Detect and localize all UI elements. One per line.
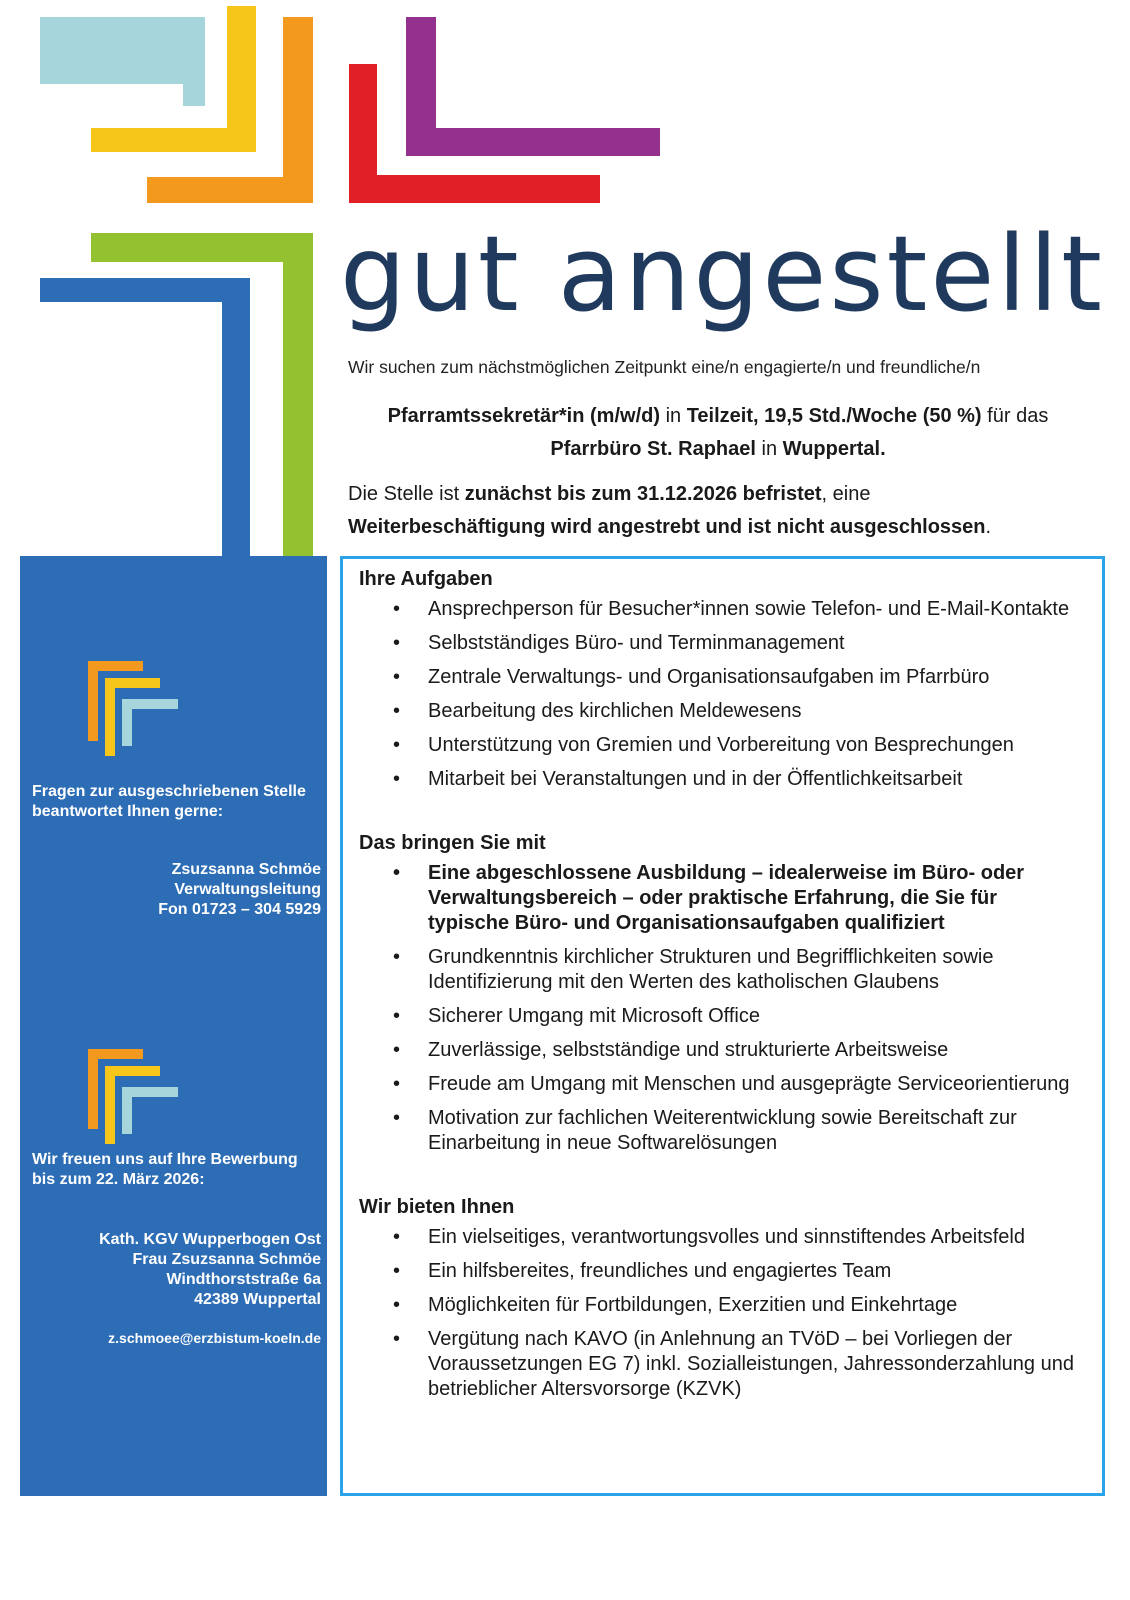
section-title-requirements: Das bringen Sie mit (359, 832, 546, 854)
term-pre: Die Stelle ist (348, 483, 460, 505)
small-logo-icon (88, 661, 178, 756)
connector-text: in (665, 405, 682, 427)
address-line-2: Frau Zsuzsanna Schmöe (132, 1251, 321, 1268)
tasks-list (359, 597, 1086, 792)
connector-text: in (761, 438, 778, 460)
list-item: • Ein vielseitiges, verantwortungsvolles und sinnstiftendes Arbeitsfeld (359, 1225, 1086, 1250)
role-title: Pfarramtssekretär*in (m/w/d) (387, 405, 660, 427)
employment-type: Teilzeit, 19,5 Std./Woche (50 %) (686, 405, 982, 427)
purple-l-shape (406, 17, 660, 156)
list-item: • Möglichkeiten für Fortbildungen, Exerzitien und Einkehrtage (359, 1293, 1086, 1318)
city-name: Wuppertal. (782, 438, 886, 460)
contact-name: Zsuzsanna Schmöe (171, 861, 321, 878)
office-name: Pfarrbüro St. Raphael (550, 438, 756, 460)
address-line-3: Windthorststraße 6a (166, 1271, 321, 1288)
small-logo-icon (88, 1049, 178, 1144)
connector-text: für das (987, 405, 1049, 427)
list-item: • Sicherer Umgang mit Microsoft Office (359, 1004, 1086, 1029)
list-item: • Grundkenntnis kirchlicher Strukturen und Begrifflichkeiten sowie Identifizierung mit den Werten des katholischen Glaubens (359, 945, 1086, 995)
list-item: • Vergütung nach KAVO (in Anlehnung an TVöD – bei Vorliegen der Voraussetzungen EG 7) inkl. Sozialleistungen, Jahressonderzahlung und betrieblicher Altersvorsorge (KZVK) (359, 1327, 1086, 1402)
list-item: • Selbstständiges Büro- und Terminmanagement (359, 631, 1086, 656)
intro-text: Wir suchen zum nächstmöglichen Zeitpunkt eine/n engagierte/n und freundliche/n (348, 357, 981, 377)
job-details-box (340, 556, 1105, 1496)
contact-role: Verwaltungsleitung (174, 881, 321, 898)
apply-text: Wir freuen uns auf Ihre Bewerbung bis zum 22. März 2026: (32, 1151, 298, 1188)
address-line-4: 42389 Wuppertal (194, 1291, 321, 1308)
list-item: • Eine abgeschlossene Ausbildung – idealerweise im Büro- oder Verwaltungsbereich – oder praktische Erfahrung, die Sie für typische Büro- und Organisationsaufgaben qualifiziert (359, 861, 1086, 936)
questions-text: Fragen zur ausgeschriebenen Stelle beantwortet Ihnen gerne: (32, 783, 306, 820)
term-description (348, 478, 1088, 544)
contact-phone: Fon 01723 – 304 5929 (158, 901, 321, 918)
list-item: • Bearbeitung des kirchlichen Meldewesens (359, 699, 1086, 724)
list-item: • Unterstützung von Gremien und Vorbereitung von Besprechungen (359, 733, 1086, 758)
list-item: • Ein hilfsbereites, freundliches und engagiertes Team (359, 1259, 1086, 1284)
section-title-offer: Wir bieten Ihnen (359, 1196, 515, 1218)
teal-l-shape (40, 17, 205, 106)
term-end: . (985, 516, 992, 538)
list-item: • Ansprechperson für Besucher*innen sowie Telefon- und E-Mail-Kontakte (359, 597, 1086, 622)
term-mid: , eine (821, 483, 871, 505)
list-item: • Freude am Umgang mit Menschen und ausgeprägte Serviceorientierung (359, 1072, 1086, 1097)
requirements-list (359, 861, 1086, 1156)
list-item: • Mitarbeit bei Veranstaltungen und in der Öffentlichkeitsarbeit (359, 767, 1086, 792)
position-description (348, 400, 1088, 466)
list-item: • Motivation zur fachlichen Weiterentwicklung sowie Bereitschaft zur Einarbeitung in neue Softwarelösungen (359, 1106, 1086, 1156)
list-item: • Zentrale Verwaltungs- und Organisationsaufgaben im Pfarrbüro (359, 665, 1086, 690)
contact-sidebar (20, 556, 327, 1496)
offer-list (359, 1225, 1086, 1402)
address-line-1: Kath. KGV Wupperbogen Ost (99, 1231, 321, 1248)
blue-l-shape (40, 278, 250, 556)
term-continuation: Weiterbeschäftigung wird angestrebt und ist nicht ausgeschlossen (348, 516, 986, 538)
term-limit: zunächst bis zum 31.12.2026 befristet (464, 483, 822, 505)
list-item: • Zuverlässige, selbstständige und strukturierte Arbeitsweise (359, 1038, 1086, 1063)
email-link[interactable]: z.schmoee@erzbistum-koeln.de (108, 1330, 321, 1346)
section-title-tasks: Ihre Aufgaben (359, 568, 493, 590)
page-title: gut angestellt (340, 213, 1105, 335)
